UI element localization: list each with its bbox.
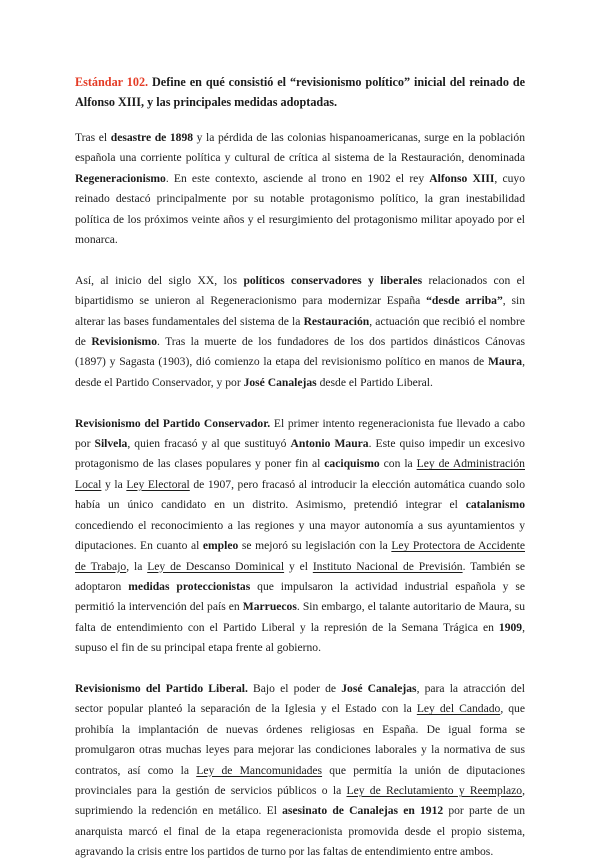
section-lead: Revisionismo del Partido Conservador. xyxy=(75,416,271,430)
bold-term: Revisionismo xyxy=(91,335,158,349)
text: relacionados con el bipartidismo se unieron al Regeneracionismo para modernizar España xyxy=(75,273,526,308)
text: . También se adoptaron xyxy=(75,559,526,593)
section-lead: Revisionismo del Partido Liberal. xyxy=(75,681,248,695)
bold-term: 1909 xyxy=(498,620,523,634)
standard-label: Estándar 102. xyxy=(75,75,149,89)
text: . En este contexto, asciende al trono en 1902 el rey xyxy=(165,171,430,185)
bold-term: políticos conservadores y liberales xyxy=(243,273,423,287)
text: Así, al inicio del siglo XX, los xyxy=(75,273,244,287)
text: y la pérdida de las colonias hispanoamericanas, surge en la población española una corriente política y cultural de crítica al sistema de la Restauración, denominada xyxy=(75,131,526,165)
text: El primer intento regeneracionista fue llevado a cabo por xyxy=(75,416,525,451)
bold-term: medidas proteccionistas xyxy=(128,579,251,593)
bold-term: José Canalejas xyxy=(341,681,417,695)
bold-term: catalanismo xyxy=(465,498,525,512)
bold-term: José Canalejas xyxy=(243,375,317,389)
text: desde el Partido Liberal. xyxy=(316,375,433,389)
bold-term: caciquismo xyxy=(324,457,380,471)
law-name: Ley Electoral xyxy=(126,477,190,491)
law-name: Ley de Reclutamiento y Reemplazo xyxy=(346,783,523,797)
bold-term: asesinato de Canalejas en 1912 xyxy=(282,804,444,818)
text: , que prohibía la implantación de nuevas órdenes religiosas en España. De igual forma se promulgaron otras muchas leyes para mejorar las condiciones laborales y la normativa de sus contratos, así como la xyxy=(75,702,525,777)
paragraph-intro xyxy=(75,128,525,250)
text: que impulsaron la actividad industrial española y se permitió la intervención del país en xyxy=(75,579,525,614)
text: se mejoró su legislación con la xyxy=(238,539,392,553)
text: , sin alterar las bases fundamentales del sistema de la xyxy=(75,294,526,328)
paragraph-liberal xyxy=(75,679,525,863)
bold-term: Alfonso XIII xyxy=(429,171,495,185)
bold-term: Restauración xyxy=(303,314,370,328)
text: . Sin embargo, el talante autoritario de Maura, su falta de entendimiento con el Partido Liberal y la represión de la Semana Trágica en xyxy=(75,600,525,634)
text: , quien fracasó y al que sustituyó xyxy=(127,437,291,451)
text: , la xyxy=(126,559,148,573)
text: por parte de un anarquista marcó el final de la etapa regeneracionista promovida desde el propio sistema, agravando la crisis entre los partidos de turno por las faltas de entendimiento entre ambos. xyxy=(75,804,525,859)
text: y el xyxy=(284,559,313,573)
text: . Tras la muerte de los fundadores de los dos partidos dinásticos Cánovas (1897) y Sagasta (1903), dió comienzo la etapa del revisionismo político en manos de xyxy=(75,335,525,369)
bold-term: Regeneracionismo xyxy=(75,171,166,185)
text: , desde el Partido Conservador, y por xyxy=(75,355,525,389)
question-text: Define en qué consistió el “revisionismo político” inicial del reinado de Alfonso XIII, y las principales medidas adoptadas. xyxy=(75,75,526,109)
bold-term: Marruecos xyxy=(242,600,297,614)
text: Bajo el poder de xyxy=(247,681,342,695)
text: , actuación que recibió el nombre de xyxy=(75,314,525,349)
text: . Este quiso impedir un excesivo protagonismo de las clases populares y poner fin al xyxy=(75,437,525,471)
text: , para la atracción del sector popular planteó la separación de la Iglesia y el Estado con la xyxy=(75,681,525,716)
text: , cuyo reinado destacó principalmente por su notable protagonismo político, la gran inestabilidad política de los próximos veinte años y el resurgimiento del protagonismo militar apoyado por el monarca. xyxy=(75,171,525,247)
law-name: Ley de Administración Local xyxy=(75,457,525,491)
bold-term: “desde arriba” xyxy=(426,294,503,308)
bold-term: desastre de 1898 xyxy=(110,131,194,144)
text: de 1907, pero fracasó al introducir la elección automática cuando solo había un único candidato en un distrito. Asimismo, pretendió integrar el xyxy=(75,477,526,512)
law-name: Instituto Nacional de Previsión xyxy=(312,559,463,573)
text: y la xyxy=(101,477,127,491)
text: con la xyxy=(379,457,417,471)
bold-term: Maura xyxy=(487,355,523,369)
text: concediendo el reconocimiento a las regiones y una mayor autonomía a sus ayuntamientos y diputaciones. En cuanto al xyxy=(75,518,525,553)
paragraph-revisionism xyxy=(75,271,525,393)
law-name: Ley de Descanso Dominical xyxy=(147,559,285,573)
paragraph-conservative xyxy=(75,414,525,659)
text: , supuso el fin de su principal etapa frente al gobierno. xyxy=(75,620,525,655)
law-name: Ley del Candado xyxy=(416,702,501,716)
question-heading xyxy=(75,72,525,112)
bold-term: Silvela xyxy=(94,437,128,451)
text: que permitía la unión de diputaciones provinciales para la gestión de servicios públicos o la xyxy=(75,763,525,797)
law-name: Ley Protectora de Accidente de Trabajo xyxy=(75,539,525,573)
text: , suprimiendo la redención en metálico. El xyxy=(75,783,525,818)
bold-term: Antonio Maura xyxy=(290,437,369,451)
law-name: Ley de Mancomunidades xyxy=(196,763,323,777)
text: Tras el xyxy=(75,131,111,144)
bold-term: empleo xyxy=(202,539,239,553)
